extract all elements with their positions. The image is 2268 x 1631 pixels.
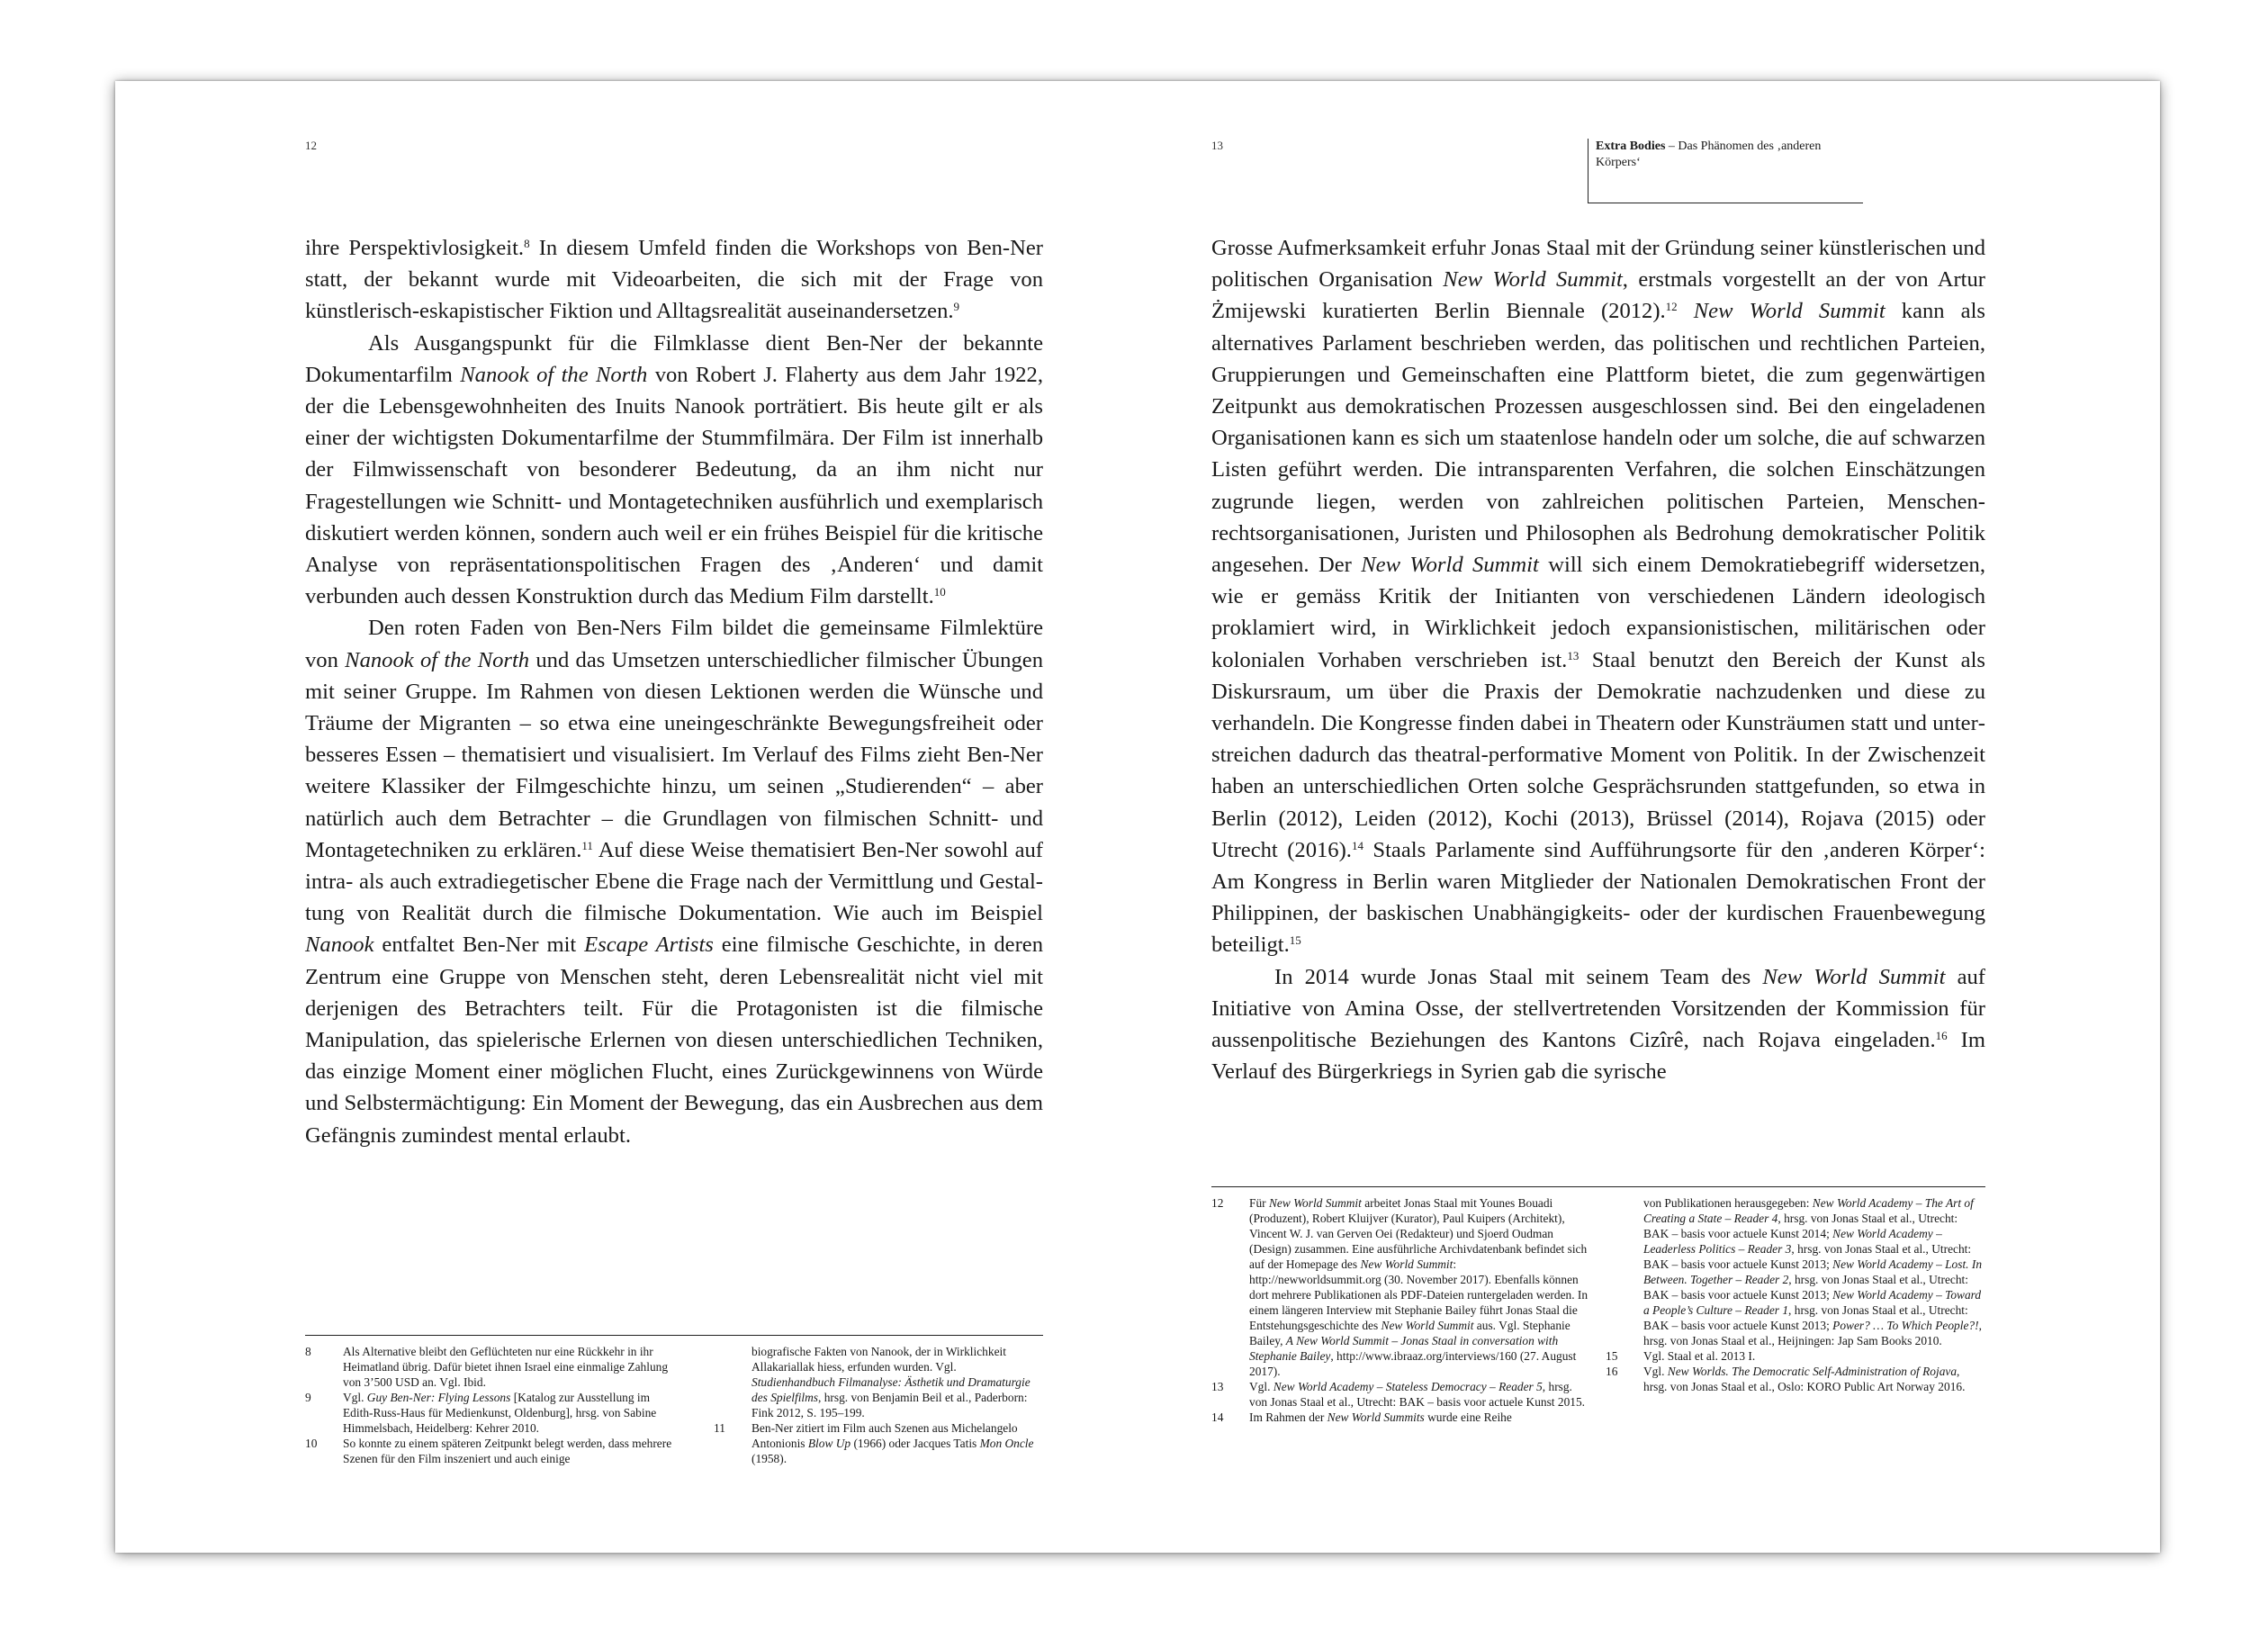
text-run: (1958). <box>752 1452 788 1465</box>
italic-title: New World Summits <box>1327 1410 1425 1424</box>
text-run: kann als alternatives Parlament beschrieben werden, das politischen und rechtlichen Parteien, Gruppierungen und Gemeinschaften eine Plattform bietet, die zum gegenwärtigen Zeitpunkt aus demokratischen Prozessen ausgeschlossen sind. Bei den eingeladenen Organisationen kann es sich um staatenlose handeln oder um solche, die auf schwarzen Listen geführt werden. Die intransparenten Verfahren, die solchen Einschätzungen zugrunde liegen, werden von zahlreichen politischen Parteien, Menschenrechtsorganisationen, Juristen und Philosophen als Bedrohung demokratischer Politik angesehen. Der <box>1211 299 1985 578</box>
paragraph <box>1211 961 1985 1088</box>
text-run: Im Rahmen der <box>1249 1410 1328 1424</box>
text-run: will sich einem Demokratiebegriff widersetzen, wie er gemäss Kritik der Initianten von verschiedenen Ländern ideologisch proklamiert wird, in Wirklichkeit jedoch expansionistischen, militärischen oder kolonialen Vorhaben verschrieben ist. <box>1211 553 1986 672</box>
text-run: aus. Vgl. Stephanie Bailey, <box>1249 1319 1570 1347</box>
text-run: auf Initiative von Amina Osse, der stellvertretenden Vorsitzenden der Kommission für aussenpolitische Beziehungen des Kantons Cizîrê, nach Rojava eingeladen. <box>1211 964 1985 1053</box>
left-body-text <box>305 232 1043 1151</box>
text-run: Vgl. <box>343 1391 367 1404</box>
italic-title: Studienhandbuch Filmanalyse: Ästhetik und Dramaturgie des Spielfilms <box>752 1375 1030 1404</box>
text-run: , hrsg. von Jonas Staal et al., Heijningen: Jap Sam Books 2010. <box>1643 1319 1982 1347</box>
footnote-reference: 8 <box>524 237 530 251</box>
italic-title: New World Academy – The Art of Creating a State – Reader 4 <box>1643 1196 1974 1225</box>
text-run: , hrsg. von Jonas Staal et al., Utrecht: BAK – basis voor actuele Kunst 2014; <box>1643 1212 1958 1240</box>
italic-title: Blow Up <box>807 1437 851 1450</box>
footnote <box>714 1420 1043 1466</box>
text-run: In diesem Umfeld finden die Workshops von Ben-Ner statt, der bekannt wurde mit Videoarbeiten, die sich mit der Frage von künstlerisch-eskapistischer Fiktion und Alltagsrealität auseinandersetzen. <box>305 236 1043 324</box>
text-run: , hrsg. von Benjamin Beil et al., Paderborn: Fink 2012, S. 195–199. <box>752 1391 1028 1419</box>
footnote-reference: 13 <box>1567 648 1580 662</box>
text-run: eine filmische Geschichte, in deren Zentrum eine Gruppe von Menschen steht, deren Lebensrealität nicht viel mit derjenigen des Betrachters teilt. Für die Protagonisten ist die filmische Manipulation, das spielerische Erlernen von diesen unterschiedlichen Techniken, das einzige Moment einer möglichen Flucht, eines Zurückgewinnens von Würde und Selbstermächtigung: Ein Moment der Bewegung, das ein Ausbrechen aus dem Gefängnis zumindest mental erlaubt. <box>305 933 1043 1148</box>
paragraph <box>305 612 1043 1150</box>
footnote-text <box>343 1390 679 1436</box>
left-page <box>115 81 1138 1553</box>
text-run: , hrsg. von Jonas Staal et al., Utrecht: BAK – basis voor actuele Kunst 2013; <box>1643 1303 1968 1332</box>
footnote-number: 9 <box>305 1391 311 1404</box>
text-run: Im Verlauf des Bürgerkriegs in Syrien gab die syrische <box>1211 1028 1986 1085</box>
footnote-number <box>714 1344 752 1420</box>
italic-title: New World Academy – Stateless Democracy – Reader 5 <box>1273 1380 1543 1393</box>
footnote <box>305 1390 679 1436</box>
footnotes-column-1 <box>1211 1195 1589 1425</box>
footnote-reference: 16 <box>1935 1029 1948 1043</box>
footnotes-column-2 <box>714 1344 1043 1466</box>
footnote-rule <box>305 1335 1043 1336</box>
footnote-text <box>343 1344 679 1390</box>
footnote-number: 8 <box>305 1345 311 1358</box>
footnote-rule <box>1211 1186 1985 1187</box>
footnote <box>305 1436 679 1466</box>
italic-title: New World Summit <box>1268 1196 1362 1210</box>
page-number: 12 <box>305 139 317 152</box>
text-run: Vgl. Staal et al. 2013 I. <box>1643 1349 1756 1363</box>
italic-title: A New World Summit – Jonas Staal in conversation with Stephanie Bailey <box>1249 1334 1559 1363</box>
footnote-text <box>1643 1348 1985 1364</box>
footnote-number <box>1606 1195 1643 1348</box>
text-run: , hrsg. von Jonas Staal et al., Utrecht: BAK – basis voor actuele Kunst 2013; <box>1643 1242 1972 1271</box>
italic-title: New Worlds. The Democratic Self-Administration of Rojava <box>1667 1365 1958 1378</box>
running-head-title: Extra Bodies <box>1596 140 1666 153</box>
paragraph <box>1211 232 1985 961</box>
text-run: Den roten Faden von Ben-Ners Film bildet die gemeinsame Filmlektüre von <box>305 616 1043 672</box>
footnote-text <box>1249 1379 1589 1410</box>
footnote-reference: 10 <box>933 585 946 599</box>
italic-title: New World Summit <box>1693 299 1886 324</box>
footnote-text <box>1249 1410 1589 1425</box>
text-run: entfaltet Ben-Ner mit <box>374 933 585 958</box>
italic-title: New World Summit <box>1443 267 1623 293</box>
italic-title: Nanook <box>305 933 374 958</box>
italic-title: New World Summit <box>1762 964 1946 989</box>
text-run: Staals Parlamente sind Aufführungsorte für den ‚anderen Körper‘: Am Kongress in Berlin waren Mitglieder der Nationalen Demokratischen Front der Philippinen, der baskischen Unabhängigkeits- oder der kurdischen Frauenbewegung beteiligt. <box>1211 837 1985 958</box>
text-run: Staal benutzt den Bereich der Kunst als Diskursraum, um über die Praxis der Demokratie nachzudenken und diese zu verhandeln. Die Kongresse finden dabei in Theatern oder Kunsträumen statt und unterstreichen dadurch das theatral-performative Moment von Politik. In der Zwischenzeit haben an unterschiedlichen Orten solche Gesprächsrunden stattgefunden, so etwa in Berlin (2012), Leiden (2012), Kochi (2013), Brüssel (2014), Rojava (2015) oder Utrecht (2016). <box>1211 647 1985 862</box>
running-head <box>1588 139 1863 203</box>
italic-title: Mon Oncle <box>979 1437 1034 1450</box>
running-head-subtitle: – Das Phänomen des ‚anderen Körpers‘ <box>1596 140 1822 169</box>
footnote-number: 10 <box>305 1437 318 1450</box>
italic-title: Escape Artists <box>584 933 714 958</box>
footnote <box>1211 1379 1589 1410</box>
text-run: Ben-Ner zitiert im Film auch Szenen aus Michelangelo Antonionis <box>752 1421 1018 1450</box>
text-run <box>1678 299 1694 323</box>
text-run: , erstmals vorgestellt an der von Artur Żmijewski kuratierten Berlin Biennale (2012). <box>1211 267 1985 324</box>
text-run: Auf diese Weise thematisiert Ben-Ner sowohl auf intra- als auch extradiegetischer Ebene die Frage nach der Vermittlung und Gestaltung von Realität durch die filmische Dokumentation. Wie auch im Beispiel <box>305 837 1043 926</box>
text-run: Vgl. <box>1249 1380 1274 1393</box>
footnote-number: 14 <box>1211 1410 1224 1424</box>
paragraph <box>305 232 1043 328</box>
italic-title: New World Summit <box>1361 553 1539 578</box>
text-run: von Publikationen herausgegeben: <box>1643 1196 1813 1210</box>
text-run: Grosse Aufmerksamkeit erfuhr Jonas Staal mit der Gründung seiner künstlerischen und politischen Organisation <box>1211 236 1985 293</box>
text-run: , hrsg. von Jonas Staal et al., Oslo: KORO Public Art Norway 2016. <box>1643 1365 1966 1393</box>
footnote <box>1211 1410 1589 1425</box>
footnote-reference: 9 <box>953 300 960 314</box>
text-run: Vgl. <box>1643 1365 1668 1378</box>
italic-title: Guy Ben-Ner: Flying Lessons <box>366 1391 511 1404</box>
text-run: und das Umsetzen unterschiedlicher filmischer Übungen mit seiner Gruppe. Im Rahmen von diesen Lektionen werden die Wünsche und Träume der Migranten – so etwa eine uneingeschränkte Bewegungsfreiheit oder besseres Essen – thematisiert und visualisiert. Im Verlauf des Films zieht Ben-Ner weitere Klassiker der Filmgeschichte hinzu, um seinen „Studierenden“ – aber natürlich auch dem Betrachter – die Grundlagen von filmischen Schnitt- und Montagetechniken zu erklären. <box>305 647 1043 862</box>
text-run: : http://newworldsummit.org (30. November 2017). Ebenfalls können dort mehrere Publikationen als PDF-Dateien runtergeladen werden. In einem längeren Interview mit Stephanie Bailey führt Jonas Staal die Entstehungsgeschichte des <box>1249 1257 1588 1332</box>
footnote-number: 12 <box>1211 1196 1224 1210</box>
footnotes-column-1 <box>305 1344 679 1466</box>
book-spread <box>115 81 2160 1553</box>
italic-title: New World Summit <box>1360 1257 1454 1271</box>
footnote <box>1606 1348 1985 1364</box>
text-run: arbeitet Jonas Staal mit Younes Bouadi (Produzent), Robert Kluijver (Kurator), Paul Kuipers (Architekt), Vincent W. J. van Gerven Oei (Redakteur) und Sjoerd Oudman (Design) zusammen. Eine ausführliche Archivdatenbank befindet sich auf der Homepage des <box>1249 1196 1588 1271</box>
text-run: [Katalog zur Ausstellung im Edith-Russ-Haus für Medienkunst, Oldenburg], hrsg. von Sabine Himmelsbach, Heidelberg: Kehrer 2010. <box>343 1391 657 1435</box>
footnote-text <box>343 1436 679 1466</box>
italic-title: Nanook of the North <box>345 647 530 672</box>
footnote <box>714 1344 1043 1420</box>
italic-title: New World Academy – Leaderless Politics – Reader 3 <box>1643 1227 1942 1256</box>
italic-title: Power? … To Which People?! <box>1832 1319 1979 1332</box>
italic-title: New World Academy – Lost. In Between. Together – Reader 2 <box>1643 1257 1983 1286</box>
text-run: von Robert J. Flaherty aus dem Jahr 1922, der die Lebensgewohnheiten des Inuits Nanook porträtiert. Bis heute gilt er als einer der wichtigsten Dokumentarfilme der Stummfilmära. Der Film ist innerhalb der Filmwissenschaft von besonderer Bedeutung, da an ihm nicht nur Fragestellungen wie Schnitt- und Montagetechniken ausführlich und exemplarisch diskutiert werden können, sondern auch weil er ein frühes Beispiel für die kritische Analyse von repräsentationspolitischen Fragen des ‚Anderen‘ und damit verbunden auch dessen Konstruktion durch das Medium Film darstellt. <box>305 362 1043 609</box>
italic-title: Nanook of the North <box>460 362 648 387</box>
footnote-number: 15 <box>1606 1349 1618 1363</box>
text-run: ihre Perspektivlosigkeit. <box>305 236 525 260</box>
footnote-number: 11 <box>714 1421 725 1435</box>
footnote-reference: 15 <box>1289 933 1301 948</box>
right-body-text <box>1211 232 1985 1087</box>
footnote <box>1211 1195 1589 1379</box>
footnote-reference: 11 <box>581 839 593 853</box>
footnote <box>1606 1364 1985 1394</box>
footnote-text <box>1643 1364 1985 1394</box>
text-run: Für <box>1249 1196 1269 1210</box>
footnote-reference: 12 <box>1665 300 1678 314</box>
italic-title: New World Summit <box>1381 1319 1474 1332</box>
footnote <box>305 1344 679 1390</box>
italic-title: New World Academy – Toward a People’s Culture – Reader 1 <box>1643 1288 1982 1317</box>
footnote-text <box>1643 1195 1985 1348</box>
footnote <box>1606 1195 1985 1348</box>
footnote-text <box>1249 1195 1589 1379</box>
footnote-text <box>752 1344 1043 1420</box>
text-run: , hrsg. von Jonas Staal et al., Utrecht: BAK – basis voor actuele Kunst 2015. <box>1249 1380 1586 1409</box>
footnote-number: 13 <box>1211 1380 1224 1393</box>
text-run: So konnte zu einem späteren Zeitpunkt belegt werden, dass mehrere Szenen für den Film inszeniert und auch einige <box>343 1437 672 1465</box>
page-number: 13 <box>1211 139 1223 152</box>
paragraph <box>305 328 1043 613</box>
text-run: wurde eine Reihe <box>1424 1410 1512 1424</box>
text-run: , hrsg. von Jonas Staal et al., Utrecht: BAK – basis voor actuele Kunst 2013; <box>1643 1273 1968 1302</box>
right-page <box>1138 81 2160 1553</box>
footnote-text <box>752 1420 1043 1466</box>
footnotes-column-2 <box>1606 1195 1985 1394</box>
text-run: Als Alternative bleibt den Geflüchteten nur eine Rückkehr in ihr Heimatland übrig. Dafür bietet ihnen Israel eine einmalige Zahlung von 3’500 USD an. Vgl. Ibid. <box>343 1345 669 1389</box>
text-run: (1966) oder Jacques Tatis <box>850 1437 980 1450</box>
text-run: In 2014 wurde Jonas Staal mit seinem Team des <box>1274 964 1763 989</box>
footnote-reference: 14 <box>1351 839 1364 853</box>
text-run: Als Ausgangspunkt für die Filmklasse dient Ben-Ner der bekannte Dokumentarfilm <box>305 330 1043 387</box>
text-run: biografische Fakten von Nanook, der in Wirklichkeit Allakariallak hiess, erfunden wurden. Vgl. <box>752 1345 1006 1374</box>
text-run: , http://www.ibraaz.org/interviews/160 (27. August 2017). <box>1249 1349 1577 1378</box>
footnote-number: 16 <box>1606 1365 1618 1378</box>
